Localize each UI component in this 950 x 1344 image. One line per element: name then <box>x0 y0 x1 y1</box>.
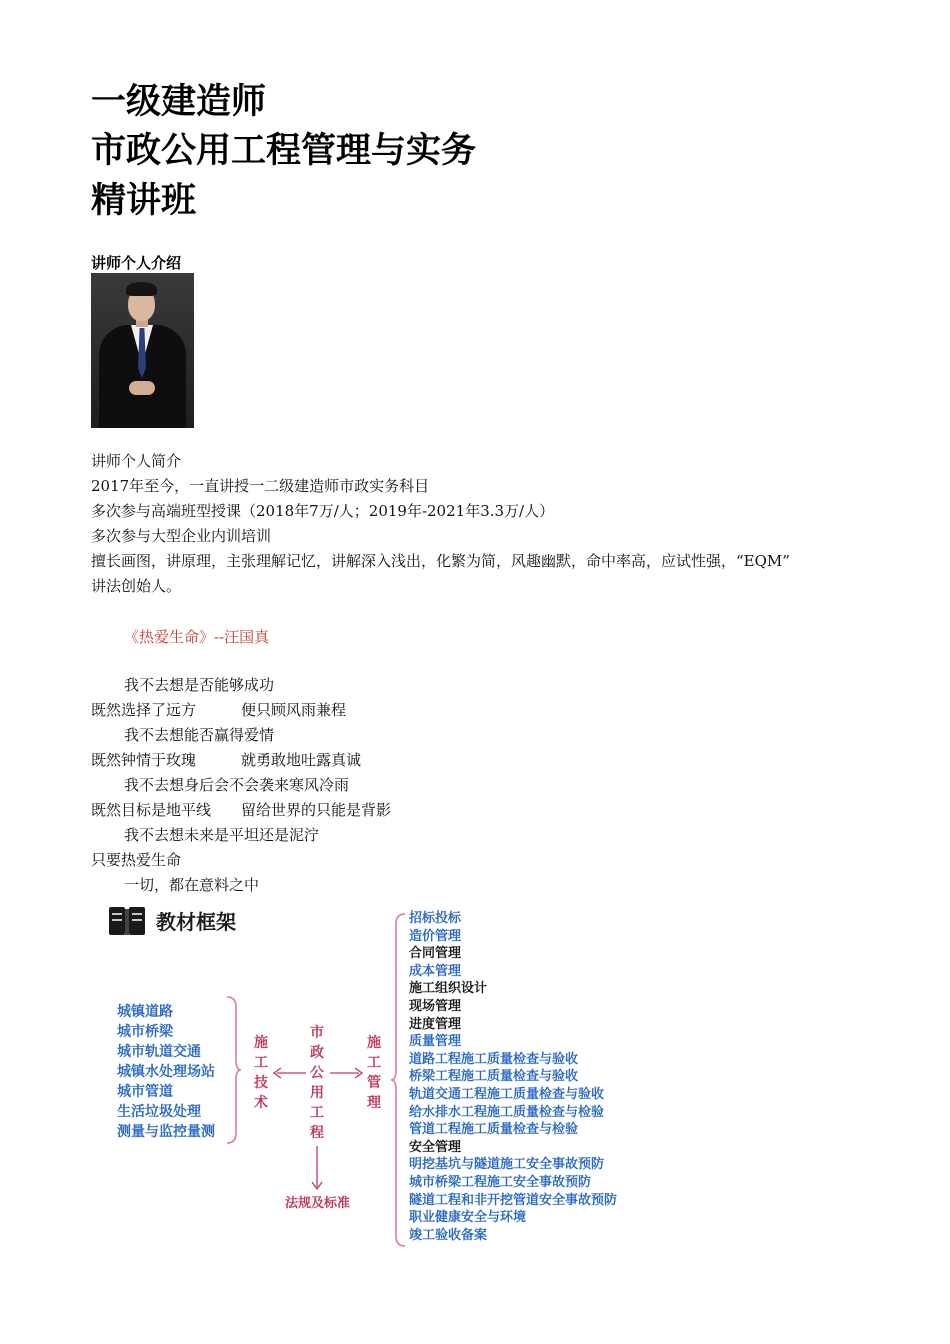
intro-line: 多次参与高端班型授课（2018年7万/人；2019年-2021年3.3万/人） <box>91 502 555 520</box>
right-list-item: 道路工程施工质量检查与验收 <box>409 1051 579 1067</box>
right-list-item: 进度管理 <box>409 1016 462 1032</box>
teacher-heading: 讲师个人介绍 <box>91 254 182 272</box>
title-line-1: 一级建造师 <box>91 82 267 122</box>
intro-line: 讲法创始人。 <box>91 577 182 595</box>
poem-line: 既然目标是地平线 留给世界的只能是背影 <box>91 801 392 819</box>
left-brace <box>224 995 242 1145</box>
book-icon <box>107 905 147 937</box>
right-list-item: 造价管理 <box>409 928 462 944</box>
poem-line: 一切，都在意料之中 <box>124 876 260 894</box>
left-list-item: 城市桥梁 <box>117 1024 173 1040</box>
poem-line: 我不去想是否能够成功 <box>124 676 275 694</box>
arrow-down <box>310 1145 324 1191</box>
right-list-item: 成本管理 <box>409 963 462 979</box>
intro-heading: 讲师个人简介 <box>91 452 182 470</box>
right-list-item: 明挖基坑与隧道施工安全事故预防 <box>409 1157 605 1173</box>
bottom-label: 法规及标准 <box>285 1196 351 1211</box>
poem-line: 既然钟情于玫瑰 就勇敢地吐露真诚 <box>91 751 362 769</box>
poem-line: 我不去想身后会不会袭来寒风冷雨 <box>124 776 350 794</box>
mgmt-label: 施 工 管 理 <box>367 1035 381 1111</box>
left-list-item: 测量与监控量测 <box>117 1124 215 1140</box>
tech-label: 施 工 技 术 <box>254 1035 268 1111</box>
left-list-item: 城镇水处理场站 <box>117 1064 215 1080</box>
poem-line: 既然选择了远方 便只顾风雨兼程 <box>91 701 347 719</box>
right-list-item: 施工组织设计 <box>409 981 488 997</box>
left-list-item: 城市管道 <box>117 1084 173 1100</box>
teacher-photo <box>91 273 194 428</box>
right-list-item: 管道工程施工质量检查与检验 <box>409 1122 579 1138</box>
right-list-item: 现场管理 <box>409 999 462 1014</box>
center-label: 市 政 公 用 工 程 <box>310 1025 324 1141</box>
right-list-item: 职业健康安全与环境 <box>409 1210 527 1226</box>
left-list-item: 城镇道路 <box>117 1004 173 1020</box>
left-list-item: 生活垃圾处理 <box>117 1104 201 1120</box>
title-line-2: 市政公用工程管理与实务 <box>91 131 477 171</box>
right-list-item: 给水排水工程施工质量检查与检验 <box>409 1104 605 1120</box>
poem-title: 《热爱生命》--汪国真 <box>124 628 270 646</box>
right-list-item: 合同管理 <box>409 946 462 962</box>
right-list-item: 轨道交通工程施工质量检查与验收 <box>409 1087 605 1102</box>
right-list-item: 安全管理 <box>409 1139 462 1155</box>
right-list-item: 招标投标 <box>409 911 462 926</box>
intro-line: 2017年至今，一直讲授一二级建造师市政实务科目 <box>91 477 430 495</box>
poem-line: 我不去想未来是平坦还是泥泞 <box>124 826 320 844</box>
right-list-item: 桥梁工程施工质量检查与验收 <box>409 1069 579 1085</box>
right-list-item: 竣工验收备案 <box>409 1227 488 1243</box>
right-list-item: 质量管理 <box>409 1034 462 1050</box>
arrow-left <box>272 1066 308 1080</box>
left-list-item: 城市轨道交通 <box>117 1044 201 1060</box>
right-list-item: 隧道工程和非开挖管道安全事故预防 <box>409 1192 618 1208</box>
framework-heading: 教材框架 <box>156 910 236 934</box>
intro-line: 擅长画图，讲原理，主张理解记忆，讲解深入浅出，化繁为简，风趣幽默，命中率高，应试性强，“EQM” <box>91 552 790 570</box>
right-list-item: 城市桥梁工程施工安全事故预防 <box>409 1175 592 1190</box>
right-brace <box>389 912 407 1248</box>
arrow-right <box>328 1066 364 1080</box>
title-line-3: 精讲班 <box>91 181 197 221</box>
intro-line: 多次参与大型企业内训培训 <box>91 527 272 545</box>
poem-line: 我不去想能否赢得爱情 <box>124 726 275 744</box>
poem-line: 只要热爱生命 <box>91 851 182 869</box>
